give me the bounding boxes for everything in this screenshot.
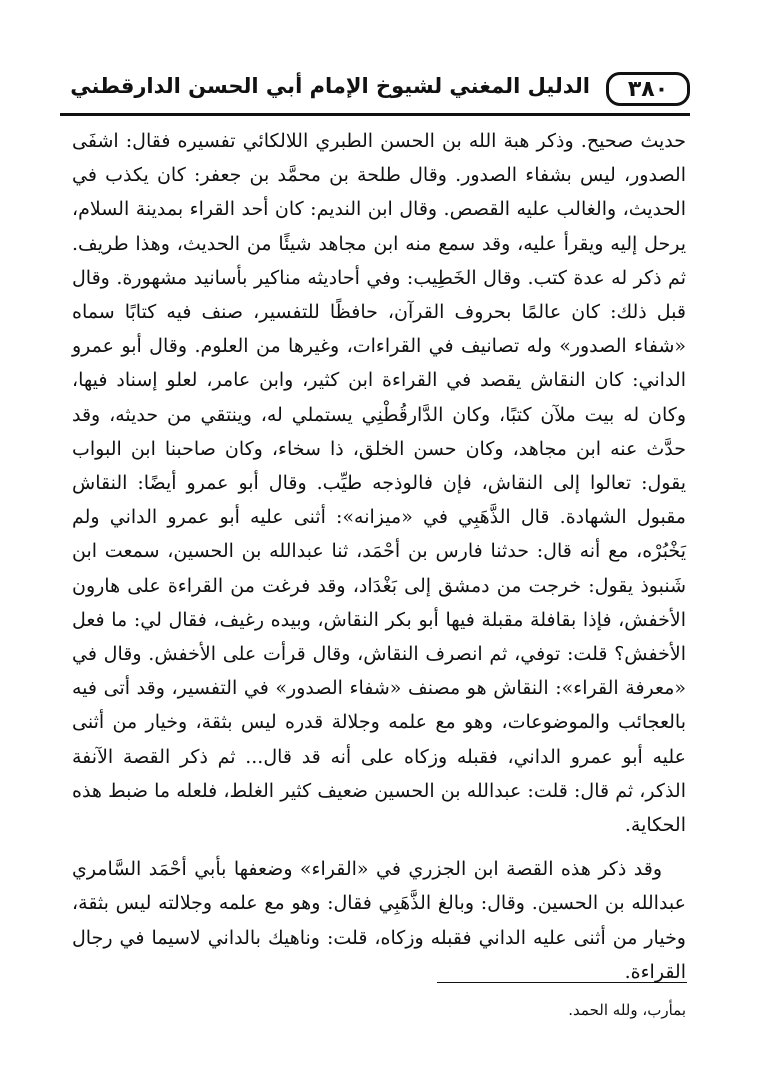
page-header [60, 68, 690, 112]
paragraph: وقد ذكر هذه القصة ابن الجزري في «القراء» وضعفها بأبي أحْمَد السَّامري عبدالله بن الحسين. وقال: وبالغ الذَّهَبِي فقال: وهو مع علمه وجلالته ليس بثقة، وخيار من أثنى عليه الداني فقبله وزكاه، قلت: وناهيك بالداني لاسيما في رجال القراءة. [72, 858, 686, 983]
main-text [72, 124, 686, 989]
footnote: بمأرب، ولله الحمد. [568, 1001, 686, 1019]
paragraph: حديث صحيح. وذكر هبة الله بن الحسن الطبري اللالكائي تفسيره فقال: اشفَى الصدور، ليس بشفاء الصدور. وقال طلحة بن محمَّد بن جعفر: كان يكذب في الحديث، والغالب عليه القصص. وقال ابن النديم: كان أحد القراء بمدينة السلام، يرحل إليه ويقرأ عليه، وقد سمع منه ابن مجاهد شيئًا من الحديث، وهذا طريف. ثم ذكر له عدة كتب. وقال الخَطِيب: وفي أحاديثه مناكير بأسانيد مشهورة. وقال قبل ذلك: كان عالمًا بحروف القرآن، حافظًا للتفسير، صنف فيه كتابًا سماه «شفاء الصدور» وله تصانيف في القراءات، وغيرها من العلوم. وقال أبو عمرو الداني: كان النقاش يقصد في القراءة ابن كثير، وابن عامر، لعلو إسناد فيها، وكان له بيت ملآن كتبًا، وكان الدَّارقُطْنِي يستملي له، وينتقي من حديثه، وقد حدَّث عنه ابن مجاهد، وكان حسن الخلق، ذا سخاء، وكان صاحبنا ابن البواب يقول: تعالوا إلى النقاش، فإن فالوذجه طيِّب. وقال أبو عمرو أيضًا: النقاش مقبول الشهادة. قال الذَّهَبِي في «ميزانه»: أثنى عليه أبو عمرو الداني ولم يَخْبُرْه، مع أنه قال: حدثنا فارس بن أحْمَد، ثنا عبدالله بن الحسين، سمعت ابن شَنبوذ يقول: خرجت من دمشق إلى بَغْدَاد، وقد فرغت من القراءة على هارون الأخفش، فإذا بقافلة مقبلة فيها أبو بكر النقاش، وبيده رغيف، فقال لي: ما فعل الأخفش؟ قلت: توفي، ثم انصرف النقاش، وقال قرأت على الأخفش. وقال في «معرفة القراء»: النقاش هو مصنف «شفاء الصدور» في التفسير، وقد أتى فيه بالعجائب والموضوعات، وهو مع علمه وجلالة قدره ليس بثقة، وخيار من أثنى عليه أبو عمرو الداني، فقبله وزكاه على أنه قد قال... ثم ذكر القصة الآنفة الذكر، ثم قال: قلت: عبدالله بن الحسين ضعيف كثير الغلط، فلعله ما ضبط هذه الحكاية. [72, 130, 686, 837]
page-number: ٣٨٠ [606, 72, 690, 106]
running-title: الدليل المغني لشيوخ الإمام أبي الحسن الدارقطني [70, 74, 590, 98]
header-rule [60, 113, 690, 116]
footnote-separator [437, 982, 687, 983]
